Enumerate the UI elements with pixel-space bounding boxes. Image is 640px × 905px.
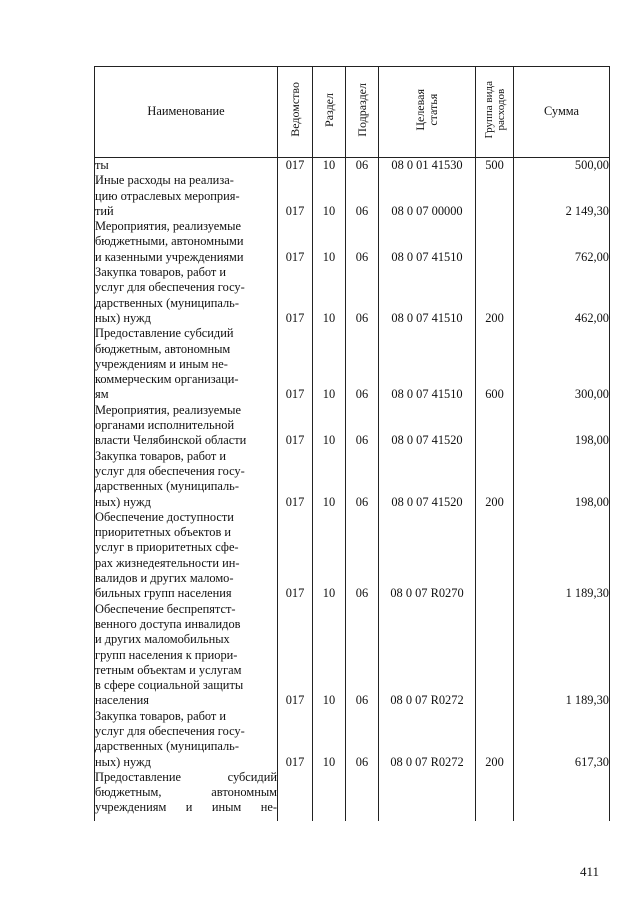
row-expense-group-cell: [476, 602, 514, 709]
row-ministry-text: 017: [285, 433, 305, 448]
row-subsection-text: 06: [355, 203, 369, 218]
row-name-cell: [95, 510, 278, 602]
row-ministry-cell: [278, 158, 313, 174]
row-ministry-text: 017: [285, 754, 305, 769]
row-name-cell: [95, 449, 278, 510]
row-target-text: 08 0 07 00000: [391, 203, 463, 218]
row-expense-group-cell: [476, 709, 514, 770]
row-name-text: Закупка товаров, работ и услуг для обеспечения госу- дарственных (муниципаль- ных) нужд: [95, 265, 245, 325]
row-subsection-cell: [346, 326, 379, 402]
row-name-text: Мероприятия, реализуемые органами исполнительной власти Челябинской области: [95, 402, 247, 448]
row-expense-group-cell: [476, 219, 514, 265]
row-name-cell: [95, 219, 278, 265]
row-target-text: 08 0 07 41510: [391, 310, 463, 325]
table-header-row: [95, 67, 610, 158]
row-name-cell: [95, 326, 278, 402]
row-target-line-cell: [379, 403, 476, 449]
row-subsection-text: 06: [355, 433, 369, 448]
row-ministry-cell: [278, 449, 313, 510]
row-name-text: ты: [95, 158, 109, 172]
table-row: [95, 173, 610, 219]
row-target-line-cell: [379, 326, 476, 402]
row-subsection-cell: [346, 510, 379, 602]
row-amount-cell: [514, 709, 610, 770]
row-subsection-cell: [346, 709, 379, 770]
row-target-text: 08 0 07 41520: [391, 433, 463, 448]
row-target-line-cell: [379, 770, 476, 816]
row-amount-cell: [514, 326, 610, 402]
table-row: [95, 510, 610, 602]
row-subsection-text: 06: [355, 586, 369, 601]
row-subsection-text: 06: [355, 754, 369, 769]
table-row: [95, 403, 610, 449]
row-ministry-cell: [278, 602, 313, 709]
row-target-text: 08 0 07 41510: [391, 387, 463, 402]
row-expense-group-cell: [476, 173, 514, 219]
row-section-text: 10: [322, 310, 336, 325]
row-ministry-text: 017: [285, 310, 305, 325]
header-subsection: Подраздел: [346, 67, 379, 158]
row-section-text: 10: [322, 586, 336, 601]
row-name-text: Мероприятия, реализуемые бюджетными, автономными и казенными учреждениями: [95, 219, 244, 264]
row-ministry-cell: [278, 770, 313, 816]
table-row: [95, 158, 610, 174]
row-subsection-text: 06: [355, 158, 369, 172]
row-amount-text: 198,00: [574, 433, 609, 448]
row-name-text: Иные расходы на реализа- цию отраслевых мероприя- тий: [95, 173, 240, 218]
row-target-line-cell: [379, 219, 476, 265]
row-expense-group-cell: [476, 770, 514, 816]
table-body: [95, 158, 610, 816]
row-target-line-cell: [379, 602, 476, 709]
row-section-cell: [313, 326, 346, 402]
row-target-line-cell: [379, 173, 476, 219]
row-group-text: 200: [485, 494, 504, 509]
row-section-text: 10: [322, 203, 336, 218]
row-subsection-cell: [346, 173, 379, 219]
row-amount-text: 617,30: [574, 754, 609, 769]
row-group-text: 200: [485, 310, 504, 325]
row-subsection-cell: [346, 158, 379, 174]
row-section-text: 10: [322, 158, 336, 172]
row-subsection-text: 06: [355, 310, 369, 325]
row-ministry-cell: [278, 403, 313, 449]
row-target-text: 08 0 07 41510: [391, 249, 463, 264]
row-subsection-text: 06: [355, 387, 369, 402]
row-name-text: Предоставление субсидий бюджетным, автономным учреждениям и иным не-: [95, 769, 277, 815]
page-number: 411: [580, 864, 600, 879]
row-expense-group-cell: [476, 510, 514, 602]
header-target-line: Целевая статья: [379, 67, 476, 158]
row-name-cell: [95, 158, 278, 174]
row-amount-cell: [514, 265, 610, 326]
row-amount-text: 462,00: [574, 310, 609, 325]
row-subsection-cell: [346, 602, 379, 709]
row-section-text: 10: [322, 249, 336, 264]
row-name-cell: [95, 709, 278, 770]
row-section-text: 10: [322, 693, 336, 708]
row-ministry-cell: [278, 326, 313, 402]
row-amount-text: 762,00: [574, 249, 609, 264]
row-section-cell: [313, 770, 346, 816]
row-section-text: 10: [322, 387, 336, 402]
row-target-line-cell: [379, 510, 476, 602]
row-ministry-text: 017: [285, 494, 305, 509]
row-name-text: Закупка товаров, работ и услуг для обеспечения госу- дарственных (муниципаль- ных) нужд: [95, 448, 245, 509]
budget-table: [94, 66, 610, 821]
row-subsection-text: 06: [355, 494, 369, 509]
row-ministry-text: 017: [285, 158, 305, 172]
row-target-line-cell: [379, 449, 476, 510]
table-row: [95, 770, 610, 816]
row-ministry-text: 017: [285, 387, 305, 402]
row-name-text: Закупка товаров, работ и услуг для обеспечения госу- дарственных (муниципаль- ных) нужд: [95, 708, 245, 769]
row-name-cell: [95, 173, 278, 219]
header-expense-group: Группа вида расходов: [476, 67, 514, 158]
row-amount-cell: [514, 219, 610, 265]
row-amount-cell: [514, 173, 610, 219]
row-section-cell: [313, 510, 346, 602]
row-amount-cell: [514, 158, 610, 174]
header-section: Раздел: [313, 67, 346, 158]
row-amount-text: 1 189,30: [565, 693, 609, 708]
row-group-text: 200: [485, 754, 504, 769]
row-target-text: 08 0 07 R0272: [390, 754, 464, 769]
row-ministry-cell: [278, 219, 313, 265]
row-expense-group-cell: [476, 158, 514, 174]
row-section-cell: [313, 219, 346, 265]
row-section-cell: [313, 602, 346, 709]
row-name-cell: [95, 265, 278, 326]
row-amount-cell: [514, 403, 610, 449]
row-section-cell: [313, 173, 346, 219]
row-section-cell: [313, 709, 346, 770]
row-ministry-cell: [278, 510, 313, 602]
table-row: [95, 449, 610, 510]
row-amount-text: 198,00: [574, 494, 609, 509]
row-ministry-cell: [278, 173, 313, 219]
row-subsection-cell: [346, 265, 379, 326]
row-target-text: 08 0 07 R0270: [390, 586, 464, 601]
row-name-cell: [95, 403, 278, 449]
row-target-text: 08 0 07 41520: [391, 494, 463, 509]
table-filler-row: [95, 816, 610, 821]
row-subsection-cell: [346, 449, 379, 510]
row-subsection-text: 06: [355, 693, 369, 708]
row-section-cell: [313, 449, 346, 510]
row-amount-text: 2 149,30: [565, 203, 609, 218]
row-ministry-cell: [278, 709, 313, 770]
row-amount-cell: [514, 770, 610, 816]
table-row: [95, 219, 610, 265]
row-name-text: Обеспечение доступности приоритетных объектов и услуг в приоритетных сфе- рах жизнедеятельности ин- валидов и других маломо- бильных групп населения: [95, 509, 240, 601]
row-group-text: 500: [485, 158, 504, 172]
row-name-text: Обеспечение беспрепятст- венного доступа инвалидов и других маломобильных групп населения к приори- тетным объектам и услугам в сфере социальной защиты населения: [95, 601, 244, 708]
row-ministry-text: 017: [285, 586, 305, 601]
header-ministry: Ведомство: [278, 67, 313, 158]
row-group-text: 600: [485, 387, 504, 402]
row-amount-text: 1 189,30: [565, 586, 609, 601]
header-amount: Сумма: [514, 67, 610, 158]
row-section-cell: [313, 265, 346, 326]
row-target-text: 08 0 07 R0272: [390, 693, 464, 708]
row-section-cell: [313, 158, 346, 174]
row-ministry-cell: [278, 265, 313, 326]
row-target-text: 08 0 01 41530: [391, 158, 463, 172]
row-subsection-cell: [346, 219, 379, 265]
table-row: [95, 265, 610, 326]
row-name-text: Предоставление субсидий бюджетным, автономным учреждениям и иным не- коммерческим организаци- ям: [95, 326, 239, 402]
row-section-text: 10: [322, 754, 336, 769]
row-expense-group-cell: [476, 265, 514, 326]
row-amount-cell: [514, 449, 610, 510]
row-ministry-text: 017: [285, 249, 305, 264]
row-amount-cell: [514, 510, 610, 602]
table-row: [95, 709, 610, 770]
row-section-text: 10: [322, 494, 336, 509]
row-target-line-cell: [379, 158, 476, 174]
row-subsection-text: 06: [355, 249, 369, 264]
table-row: [95, 326, 610, 402]
row-target-line-cell: [379, 709, 476, 770]
row-name-cell: [95, 770, 278, 816]
row-amount-text: 500,00: [574, 158, 609, 172]
row-expense-group-cell: [476, 403, 514, 449]
table-row: [95, 602, 610, 709]
header-name: Наименование: [95, 67, 278, 158]
row-section-text: 10: [322, 433, 336, 448]
row-ministry-text: 017: [285, 203, 305, 218]
row-target-line-cell: [379, 265, 476, 326]
row-subsection-cell: [346, 403, 379, 449]
row-name-cell: [95, 602, 278, 709]
row-amount-text: 300,00: [574, 387, 609, 402]
row-expense-group-cell: [476, 326, 514, 402]
row-subsection-cell: [346, 770, 379, 816]
row-expense-group-cell: [476, 449, 514, 510]
row-section-cell: [313, 403, 346, 449]
row-ministry-text: 017: [285, 693, 305, 708]
row-amount-cell: [514, 602, 610, 709]
